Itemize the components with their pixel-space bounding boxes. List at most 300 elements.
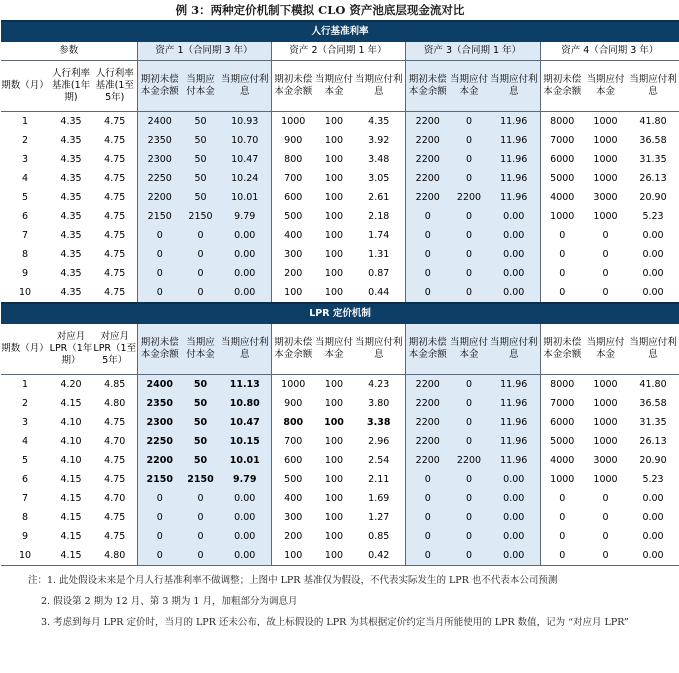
- cashflow-comparison-table: [1, 20, 679, 566]
- table-cell: 100: [324, 248, 344, 260]
- table-cell: 3.05: [368, 172, 390, 184]
- table-cell: 10.01: [219, 451, 271, 470]
- table-cell: 2.61: [368, 191, 390, 203]
- table-cell: 11.96: [488, 394, 540, 413]
- section-header: [1, 21, 679, 42]
- table-cell: 100: [324, 191, 344, 203]
- table-row: [1, 394, 679, 413]
- table-cell: 0: [602, 267, 609, 279]
- table-cell: 4.35: [60, 134, 82, 146]
- table-cell: 0: [137, 527, 182, 546]
- table-cell: 0: [137, 546, 182, 566]
- table-cell: 3.80: [368, 397, 390, 409]
- table-cell: 2200: [405, 131, 450, 150]
- table-cell: 0: [405, 470, 450, 489]
- table-row: [1, 207, 679, 226]
- table-cell: 0: [182, 245, 219, 264]
- table-cell: 200: [271, 264, 315, 283]
- table-cell: 11.96: [488, 131, 540, 150]
- table-cell: 500: [271, 207, 315, 226]
- table-cell: 0.00: [219, 546, 271, 566]
- table-cell: 50: [182, 413, 219, 432]
- table-cell: 0: [182, 508, 219, 527]
- table-cell: 1000: [540, 470, 584, 489]
- table-cell: 0: [182, 283, 219, 303]
- asset-col-label: 期初未偿本金余额: [137, 61, 182, 112]
- table-cell: 7000: [540, 394, 584, 413]
- table-cell: 4.85: [104, 378, 126, 390]
- asset-col-label: 期初未偿本金余额: [271, 61, 315, 112]
- table-cell: 0: [450, 508, 488, 527]
- table-cell: 2400: [137, 112, 182, 132]
- table-cell: 0.00: [642, 511, 664, 523]
- table-cell: 7: [21, 229, 29, 241]
- asset-col-label: 当期应付本金: [315, 61, 353, 112]
- table-cell: 8000: [540, 375, 584, 395]
- asset-col-label: 当期应付本金: [182, 61, 219, 112]
- table-cell: 4.75: [104, 172, 126, 184]
- table-cell: 11.96: [488, 375, 540, 395]
- table-row: [1, 432, 679, 451]
- table-cell: 4.10: [60, 416, 82, 428]
- table-cell: 11.13: [219, 375, 271, 395]
- table-cell: 50: [182, 451, 219, 470]
- table-cell: 600: [271, 451, 315, 470]
- table-cell: 2200: [405, 451, 450, 470]
- table-cell: 41.80: [639, 115, 667, 127]
- table-cell: 1000: [593, 435, 618, 447]
- table-cell: 3000: [593, 454, 618, 466]
- param-col-label: 人行利率基准(1至5年): [93, 61, 137, 112]
- table-cell: 100: [324, 267, 344, 279]
- table-cell: 0.00: [488, 508, 540, 527]
- param-col-label: 人行利率基准(1年期): [49, 61, 93, 112]
- table-cell: 0.00: [488, 546, 540, 566]
- table-cell: 100: [324, 115, 344, 127]
- asset-col-label: 当期应付利息: [219, 61, 271, 112]
- table-cell: 0: [405, 489, 450, 508]
- asset-col-label: 当期应付本金: [450, 324, 488, 375]
- table-cell: 4.35: [60, 172, 82, 184]
- table-cell: 4: [21, 172, 29, 184]
- table-cell: 4.75: [93, 283, 137, 303]
- table-cell: 2300: [137, 413, 182, 432]
- table-cell: 4.80: [93, 546, 137, 566]
- table-cell: 2350: [137, 131, 182, 150]
- params-label: 参数: [1, 42, 137, 61]
- table-cell: 0: [450, 169, 488, 188]
- table-cell: 0.85: [368, 530, 390, 542]
- table-cell: 4.70: [104, 492, 126, 504]
- section-title: LPR 定价机制: [1, 303, 679, 324]
- table-cell: 400: [271, 489, 315, 508]
- table-cell: 0.00: [219, 283, 271, 303]
- table-cell: 0.00: [219, 264, 271, 283]
- table-cell: 4.35: [60, 153, 82, 165]
- table-cell: 100: [324, 454, 344, 466]
- table-cell: 0: [540, 226, 584, 245]
- param-col-label: 对应月LPR（1年期）: [49, 324, 93, 375]
- table-cell: 10.70: [219, 131, 271, 150]
- table-cell: 0: [182, 264, 219, 283]
- asset-1-label: 资产 1（合同期 3 年）: [137, 42, 271, 61]
- table-cell: 0.00: [627, 546, 679, 566]
- table-cell: 1000: [593, 378, 618, 390]
- table-cell: 0: [137, 508, 182, 527]
- table-cell: 11.96: [488, 188, 540, 207]
- table-cell: 4: [21, 435, 29, 447]
- column-header-row: [1, 324, 679, 375]
- table-cell: 31.35: [639, 416, 667, 428]
- table-cell: 4.35: [49, 283, 93, 303]
- asset-col-label: 期初未偿本金余额: [405, 61, 450, 112]
- table-cell: 0: [182, 527, 219, 546]
- table-cell: 0: [540, 245, 584, 264]
- table-cell: 1000: [593, 172, 618, 184]
- asset-col-label: 当期应付本金: [182, 324, 219, 375]
- table-cell: 50: [182, 169, 219, 188]
- table-cell: 1.31: [368, 248, 390, 260]
- notes: [0, 566, 640, 633]
- table-cell: 1000: [593, 416, 618, 428]
- table-cell: 50: [182, 375, 219, 395]
- table-cell: 4.10: [60, 454, 82, 466]
- table-cell: 4.15: [60, 397, 82, 409]
- table-cell: 2150: [137, 207, 182, 226]
- table-cell: 7: [21, 492, 29, 504]
- table-row: [1, 470, 679, 489]
- table-cell: 0: [450, 150, 488, 169]
- table-cell: 100: [324, 378, 344, 390]
- table-cell: 8: [21, 511, 29, 523]
- table-cell: 300: [271, 245, 315, 264]
- table-cell: 50: [182, 131, 219, 150]
- table-cell: 2150: [182, 470, 219, 489]
- table-cell: 2.54: [368, 454, 390, 466]
- table-cell: 0: [450, 112, 488, 132]
- table-cell: 4.75: [104, 229, 126, 241]
- asset-col-label: 当期应付本金: [584, 324, 627, 375]
- asset-col-label: 期初未偿本金余额: [540, 324, 584, 375]
- table-cell: 0.00: [488, 470, 540, 489]
- note-1: 注：1. 此处假设未来是个月人行基准利率不做调整；上图中 LPR 基准仅为假设，不代表实际发生的 LPR 也不代表本公司预测: [28, 575, 558, 586]
- table-cell: 100: [271, 283, 315, 303]
- table-cell: 0: [450, 264, 488, 283]
- table-cell: 1.27: [368, 511, 390, 523]
- table-cell: 50: [182, 432, 219, 451]
- table-cell: 500: [271, 470, 315, 489]
- table-cell: 10: [1, 546, 49, 566]
- table-cell: 4.35: [60, 210, 82, 222]
- table-cell: 0: [137, 245, 182, 264]
- table-cell: 0.00: [219, 527, 271, 546]
- table-cell: 0: [405, 245, 450, 264]
- table-cell: 0: [540, 489, 584, 508]
- table-cell: 0: [182, 546, 219, 566]
- table-cell: 2400: [137, 375, 182, 395]
- table-cell: 0: [602, 492, 609, 504]
- table-cell: 0: [540, 508, 584, 527]
- table-cell: 11.96: [488, 112, 540, 132]
- table-cell: 0.00: [488, 489, 540, 508]
- table-cell: 2200: [137, 451, 182, 470]
- table-cell: 5: [21, 191, 29, 203]
- table-cell: 0: [450, 245, 488, 264]
- table-row: [1, 527, 679, 546]
- table-cell: 0.00: [642, 267, 664, 279]
- asset-col-label: 当期应付利息: [488, 61, 540, 112]
- table-cell: 100: [324, 473, 344, 485]
- table-cell: 4.15: [60, 473, 82, 485]
- table-cell: 4000: [540, 451, 584, 470]
- table-row: [1, 413, 679, 432]
- table-cell: 5: [21, 454, 29, 466]
- table-cell: 41.80: [639, 378, 667, 390]
- table-cell: 4.75: [104, 153, 126, 165]
- table-cell: 6000: [540, 150, 584, 169]
- table-cell: 0: [450, 283, 488, 303]
- table-row: [1, 283, 679, 303]
- table-cell: 100: [324, 229, 344, 241]
- table-cell: 100: [324, 435, 344, 447]
- table-cell: 0: [450, 470, 488, 489]
- table-cell: 4.15: [60, 530, 82, 542]
- table-cell: 1000: [271, 112, 315, 132]
- table-cell: 0: [137, 226, 182, 245]
- table-cell: 700: [271, 169, 315, 188]
- table-cell: 0.00: [488, 283, 540, 303]
- table-row: [1, 150, 679, 169]
- table-cell: 2200: [405, 150, 450, 169]
- table-cell: 0.00: [627, 283, 679, 303]
- table-row: [1, 245, 679, 264]
- table-cell: 2: [21, 397, 29, 409]
- table-cell: 1000: [593, 134, 618, 146]
- table-cell: 4.35: [60, 248, 82, 260]
- table-cell: 0: [137, 283, 182, 303]
- table-cell: 11.96: [488, 169, 540, 188]
- table-cell: 0: [405, 283, 450, 303]
- table-cell: 0.44: [353, 283, 405, 303]
- table-row: [1, 508, 679, 527]
- table-cell: 0: [405, 264, 450, 283]
- table-cell: 5000: [540, 432, 584, 451]
- table-cell: 10: [1, 283, 49, 303]
- table-cell: 0: [405, 546, 450, 566]
- table-cell: 20.90: [639, 191, 667, 203]
- table-cell: 0: [450, 546, 488, 566]
- table-cell: 50: [182, 394, 219, 413]
- table-row: [1, 375, 679, 395]
- note-3: 3. 考虑到每月 LPR 定价时，当月的 LPR 还未公布，故上标假设的 LPR 为其根据定价约定当月所能使用的 LPR 数值，记为 “对应月 LPR”: [41, 617, 629, 628]
- table-cell: 3: [21, 416, 29, 428]
- table-cell: 2200: [405, 112, 450, 132]
- table-cell: 5000: [540, 169, 584, 188]
- table-cell: 1: [21, 378, 29, 390]
- table-cell: 1.74: [368, 229, 390, 241]
- table-cell: 11.96: [488, 150, 540, 169]
- table-cell: 5.23: [642, 210, 664, 222]
- table-cell: 36.58: [639, 397, 667, 409]
- table-cell: 1000: [540, 207, 584, 226]
- table-cell: 0.00: [488, 527, 540, 546]
- table-cell: 4.75: [104, 511, 126, 523]
- table-cell: 0.00: [642, 229, 664, 241]
- table-cell: 4.75: [104, 530, 126, 542]
- column-header-row: [1, 61, 679, 112]
- asset-col-label: 当期应付利息: [353, 61, 405, 112]
- section-header: [1, 303, 679, 324]
- table-cell: 2.96: [368, 435, 390, 447]
- table-cell: 9: [21, 267, 29, 279]
- table-cell: 0.42: [353, 546, 405, 566]
- table-cell: 300: [271, 508, 315, 527]
- asset-col-label: 期初未偿本金余额: [137, 324, 182, 375]
- table-cell: 0: [137, 489, 182, 508]
- table-cell: 0: [450, 226, 488, 245]
- table-cell: 1000: [593, 397, 618, 409]
- table-cell: 100: [324, 172, 344, 184]
- table-cell: 0.00: [488, 226, 540, 245]
- table-cell: 2350: [137, 394, 182, 413]
- table-cell: 2300: [137, 150, 182, 169]
- table-cell: 1000: [271, 375, 315, 395]
- table-cell: 9: [21, 530, 29, 542]
- table-cell: 6: [21, 473, 29, 485]
- table-cell: 2.11: [368, 473, 390, 485]
- table-cell: 4.23: [368, 378, 390, 390]
- table-cell: 2200: [405, 394, 450, 413]
- table-cell: 200: [271, 527, 315, 546]
- table-cell: 4.75: [104, 454, 126, 466]
- table-cell: 10.15: [219, 432, 271, 451]
- table-cell: 3.92: [368, 134, 390, 146]
- table-cell: 11.96: [488, 451, 540, 470]
- table-row: [1, 451, 679, 470]
- table-cell: 0: [540, 527, 584, 546]
- table-cell: 0.00: [642, 248, 664, 260]
- table-cell: 600: [271, 188, 315, 207]
- table-cell: 10.47: [219, 150, 271, 169]
- table-cell: 100: [315, 283, 353, 303]
- table-cell: 0: [137, 264, 182, 283]
- table-cell: 100: [324, 416, 344, 428]
- table-cell: 1000: [593, 153, 618, 165]
- table-cell: 0: [602, 248, 609, 260]
- table-cell: 4.35: [60, 191, 82, 203]
- table-cell: 4.20: [60, 378, 82, 390]
- asset-col-label: 当期应付利息: [627, 61, 679, 112]
- table-cell: 5.23: [642, 473, 664, 485]
- table-cell: 0: [450, 413, 488, 432]
- asset-col-label: 当期应付利息: [488, 324, 540, 375]
- table-cell: 4.15: [60, 511, 82, 523]
- asset-col-label: 期初未偿本金余额: [405, 324, 450, 375]
- table-cell: 0: [405, 226, 450, 245]
- table-cell: 4.35: [60, 267, 82, 279]
- table-cell: 4.35: [60, 229, 82, 241]
- table-cell: 1000: [593, 473, 618, 485]
- table-cell: 4.75: [104, 248, 126, 260]
- section-1: [1, 21, 679, 303]
- table-cell: 8000: [540, 112, 584, 132]
- asset-col-label: 当期应付本金: [584, 61, 627, 112]
- table-cell: 0.00: [219, 508, 271, 527]
- note-2: 2. 假设第 2 期为 12 月、第 3 期为 1 月，加粗部分为调息月: [41, 596, 298, 607]
- table-cell: 0: [602, 229, 609, 241]
- table-cell: 100: [324, 134, 344, 146]
- table-row: [1, 112, 679, 132]
- table-cell: 900: [271, 131, 315, 150]
- table-cell: 4.75: [104, 473, 126, 485]
- table-cell: 900: [271, 394, 315, 413]
- table-cell: 9.79: [219, 207, 271, 226]
- table-cell: 0: [584, 283, 627, 303]
- table-cell: 2200: [405, 432, 450, 451]
- table-cell: 3000: [593, 191, 618, 203]
- table-cell: 100: [324, 530, 344, 542]
- table-cell: 0: [602, 530, 609, 542]
- table-cell: 0.00: [219, 226, 271, 245]
- table-cell: 11.96: [488, 432, 540, 451]
- table-cell: 4.35: [368, 115, 390, 127]
- table-cell: 700: [271, 432, 315, 451]
- table-cell: 4.35: [60, 115, 82, 127]
- table-cell: 0.00: [219, 245, 271, 264]
- table-cell: 10.80: [219, 394, 271, 413]
- table-cell: 4.75: [104, 267, 126, 279]
- param-col-label: 期数（月）: [1, 324, 49, 375]
- table-cell: 400: [271, 226, 315, 245]
- asset-col-label: 期初未偿本金余额: [271, 324, 315, 375]
- table-cell: 0: [182, 226, 219, 245]
- table-row: [1, 188, 679, 207]
- table-cell: 0: [540, 283, 584, 303]
- table-cell: 2200: [405, 188, 450, 207]
- table-cell: 0: [450, 375, 488, 395]
- table-cell: 4.15: [60, 492, 82, 504]
- table-cell: 20.90: [639, 454, 667, 466]
- table-cell: 50: [182, 112, 219, 132]
- param-col-label: 对应月LPR（1至5年）: [93, 324, 137, 375]
- table-cell: 2250: [137, 432, 182, 451]
- table-cell: 100: [324, 210, 344, 222]
- asset-col-label: 当期应付本金: [450, 61, 488, 112]
- table-cell: 0: [450, 489, 488, 508]
- table-cell: 2200: [450, 451, 488, 470]
- table-row: [1, 169, 679, 188]
- table-cell: 2200: [405, 375, 450, 395]
- table-cell: 2.18: [368, 210, 390, 222]
- table-cell: 3.38: [367, 416, 391, 428]
- table-cell: 7000: [540, 131, 584, 150]
- table-cell: 2200: [450, 188, 488, 207]
- asset-header-row: [1, 42, 679, 61]
- asset-col-label: 当期应付利息: [219, 324, 271, 375]
- table-cell: 4.10: [60, 435, 82, 447]
- table-cell: 3: [21, 153, 29, 165]
- table-cell: 36.58: [639, 134, 667, 146]
- asset-col-label: 当期应付本金: [315, 324, 353, 375]
- table-cell: 10.47: [219, 413, 271, 432]
- table-cell: 2250: [137, 169, 182, 188]
- table-cell: 10.24: [219, 169, 271, 188]
- table-cell: 0.00: [642, 492, 664, 504]
- table-cell: 0.00: [488, 245, 540, 264]
- table-cell: 0.00: [488, 207, 540, 226]
- table-cell: 800: [271, 413, 315, 432]
- asset-2-label: 资产 2（合同期 1 年）: [271, 42, 405, 61]
